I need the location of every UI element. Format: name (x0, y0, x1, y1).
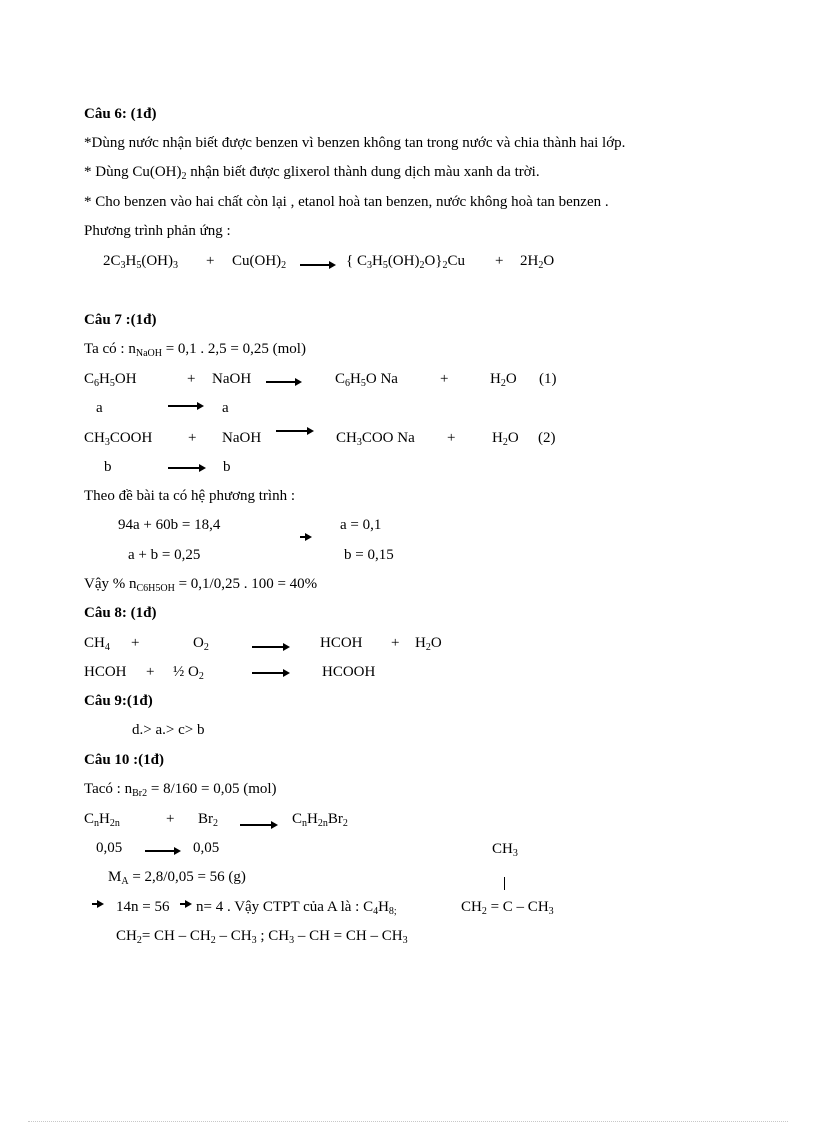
q8-eq1-plus2: + (391, 635, 400, 651)
q8-title: Câu 8: (1đ) (84, 605, 157, 621)
q7-eq1-p2: $H_2O$ (490, 371, 517, 389)
mole-arrow (168, 405, 202, 407)
q7-mol1-left: a (96, 400, 103, 416)
q10-formula: n= 4 . Vậy CTPT của A là : $C_4H_{8;}$ (196, 899, 397, 917)
q8-eq2-plus: + (146, 664, 155, 680)
q7-eq2-plus: + (188, 430, 197, 446)
q6-line3: * Cho benzen vào hai chất còn lại , etanol hoà tan benzen, nước không hoà tan benzen . (84, 194, 609, 210)
implies-arrow (300, 536, 310, 538)
q7-eq2-p1: $CH_3COO$ Na (336, 430, 415, 448)
q7-sol1: a = 0,1 (340, 517, 382, 533)
mole-arrow (145, 850, 179, 852)
q7-eq2-r1: $CH_3COOH$ (84, 430, 153, 448)
q6-equation: $2C_3H_5(OH)_3$ (103, 253, 179, 271)
q7-eq1-p1: $C_6H_5O$ Na (335, 371, 398, 389)
q10-14n: 14n = 56 (116, 899, 170, 915)
q7-taco: Ta có : $n_{NaOH} = 0,1$ . 2,5 = 0,25 (mol) (84, 341, 306, 359)
q7-eq1-plus2: + (440, 371, 449, 387)
q8-eq1-r2: $O_2$ (193, 635, 209, 653)
q6-eq-plus2: + (495, 253, 504, 269)
q8-eq2-p1: HCOOH (322, 664, 376, 680)
q7-sol2: b = 0,15 (344, 547, 394, 563)
q10-taco: Tacó : $n_{Br2} = 8/160 = 0,05$ (mol) (84, 781, 277, 799)
q6-eq-r2: $Cu(OH)_2$ (232, 253, 287, 271)
q6-line2: * Dùng $Cu(OH)_2$ nhận biết được glixerol thành dung dịch màu xanh da trời. (84, 164, 540, 182)
q8-eq1-plus: + (131, 635, 140, 651)
implies-arrow (180, 903, 190, 905)
q10-eq-plus: + (166, 811, 175, 827)
q7-eq1-num: (1) (539, 371, 557, 387)
q6-eq-p1: { $C_3H_5(OH)_2O\}_2Cu$ (346, 253, 466, 271)
page-bottom-border (28, 1121, 788, 1122)
q9-order: d.> a.> c> b (132, 722, 205, 738)
mole-arrow (168, 467, 204, 469)
q7-sys2: a + b = 0,25 (128, 547, 201, 563)
reaction-arrow (240, 824, 276, 826)
q10-ch3-branch: $CH_3$ (492, 841, 518, 859)
q8-eq2-r1: HCOH (84, 664, 127, 680)
q6-title: Câu 6: (1đ) (84, 106, 157, 122)
q8-eq2-r2: ½ $O_2$ (173, 664, 204, 682)
q10-mol-left: 0,05 (96, 840, 123, 856)
q7-mol2-right: b (223, 459, 231, 475)
reaction-arrow (252, 646, 288, 648)
q10-mol-right: 0,05 (193, 840, 220, 856)
q8-eq1-r1: $CH_4$ (84, 635, 110, 653)
q8-eq1-p1: HCOH (320, 635, 363, 651)
q6-line4: Phương trình phản ứng : (84, 223, 231, 239)
bond-line (504, 877, 505, 890)
q7-eq1-r1: $C_6H_5OH$ (84, 371, 137, 389)
q7-theo: Theo đề bài ta có hệ phương trình : (84, 488, 296, 504)
q10-title: Câu 10 :(1đ) (84, 752, 165, 768)
q7-eq1-r2: NaOH (212, 371, 252, 387)
q9-title: Câu 9:(1đ) (84, 693, 153, 709)
q6-eq-plus1: + (206, 253, 215, 269)
implies-arrow (92, 903, 102, 905)
q10-molar-mass: $M_A = 2,8/0,05 = 56$ (g) (108, 869, 246, 887)
q8-eq1-p2: $H_2O$ (415, 635, 442, 653)
q7-eq1-plus: + (187, 371, 196, 387)
q7-title: Câu 7 :(1đ) (84, 312, 157, 328)
reaction-arrow (266, 381, 300, 383)
q7-sys1: 94a + 60b = 18,4 (118, 517, 221, 533)
reaction-arrow (252, 672, 288, 674)
reaction-arrow (276, 430, 312, 432)
q7-eq2-p2: $H_2O$ (492, 430, 519, 448)
q6-eq-p2: $2H_2O$ (520, 253, 555, 271)
q7-eq2-r2: NaOH (222, 430, 262, 446)
q7-eq2-plus2: + (447, 430, 456, 446)
reaction-arrow (300, 264, 334, 266)
q10-eq-r1: $C_nH_{2n}$ (84, 811, 120, 829)
q7-result: Vậy % $n_{C6H5OH} = 0,1/0,25$ . 100 = 40% (84, 576, 318, 594)
q10-isomer-branched: $CH_2 = C - CH_3$ (461, 899, 554, 917)
q10-isomers: $CH_2=$ CH – $CH_2 - CH_3$ ; $CH_3$ – CH = CH – $CH_3$ (116, 928, 408, 946)
q7-eq2-num: (2) (538, 430, 556, 446)
q10-eq-r2: $Br_2$ (198, 811, 218, 829)
q7-mol1-right: a (222, 400, 229, 416)
q7-mol2-left: b (104, 459, 112, 475)
q10-eq-p1: $C_nH_{2n}Br_2$ (292, 811, 348, 829)
q6-line1: *Dùng nước nhận biết được benzen vì benzen không tan trong nước và chia thành hai lớp. (84, 135, 626, 151)
